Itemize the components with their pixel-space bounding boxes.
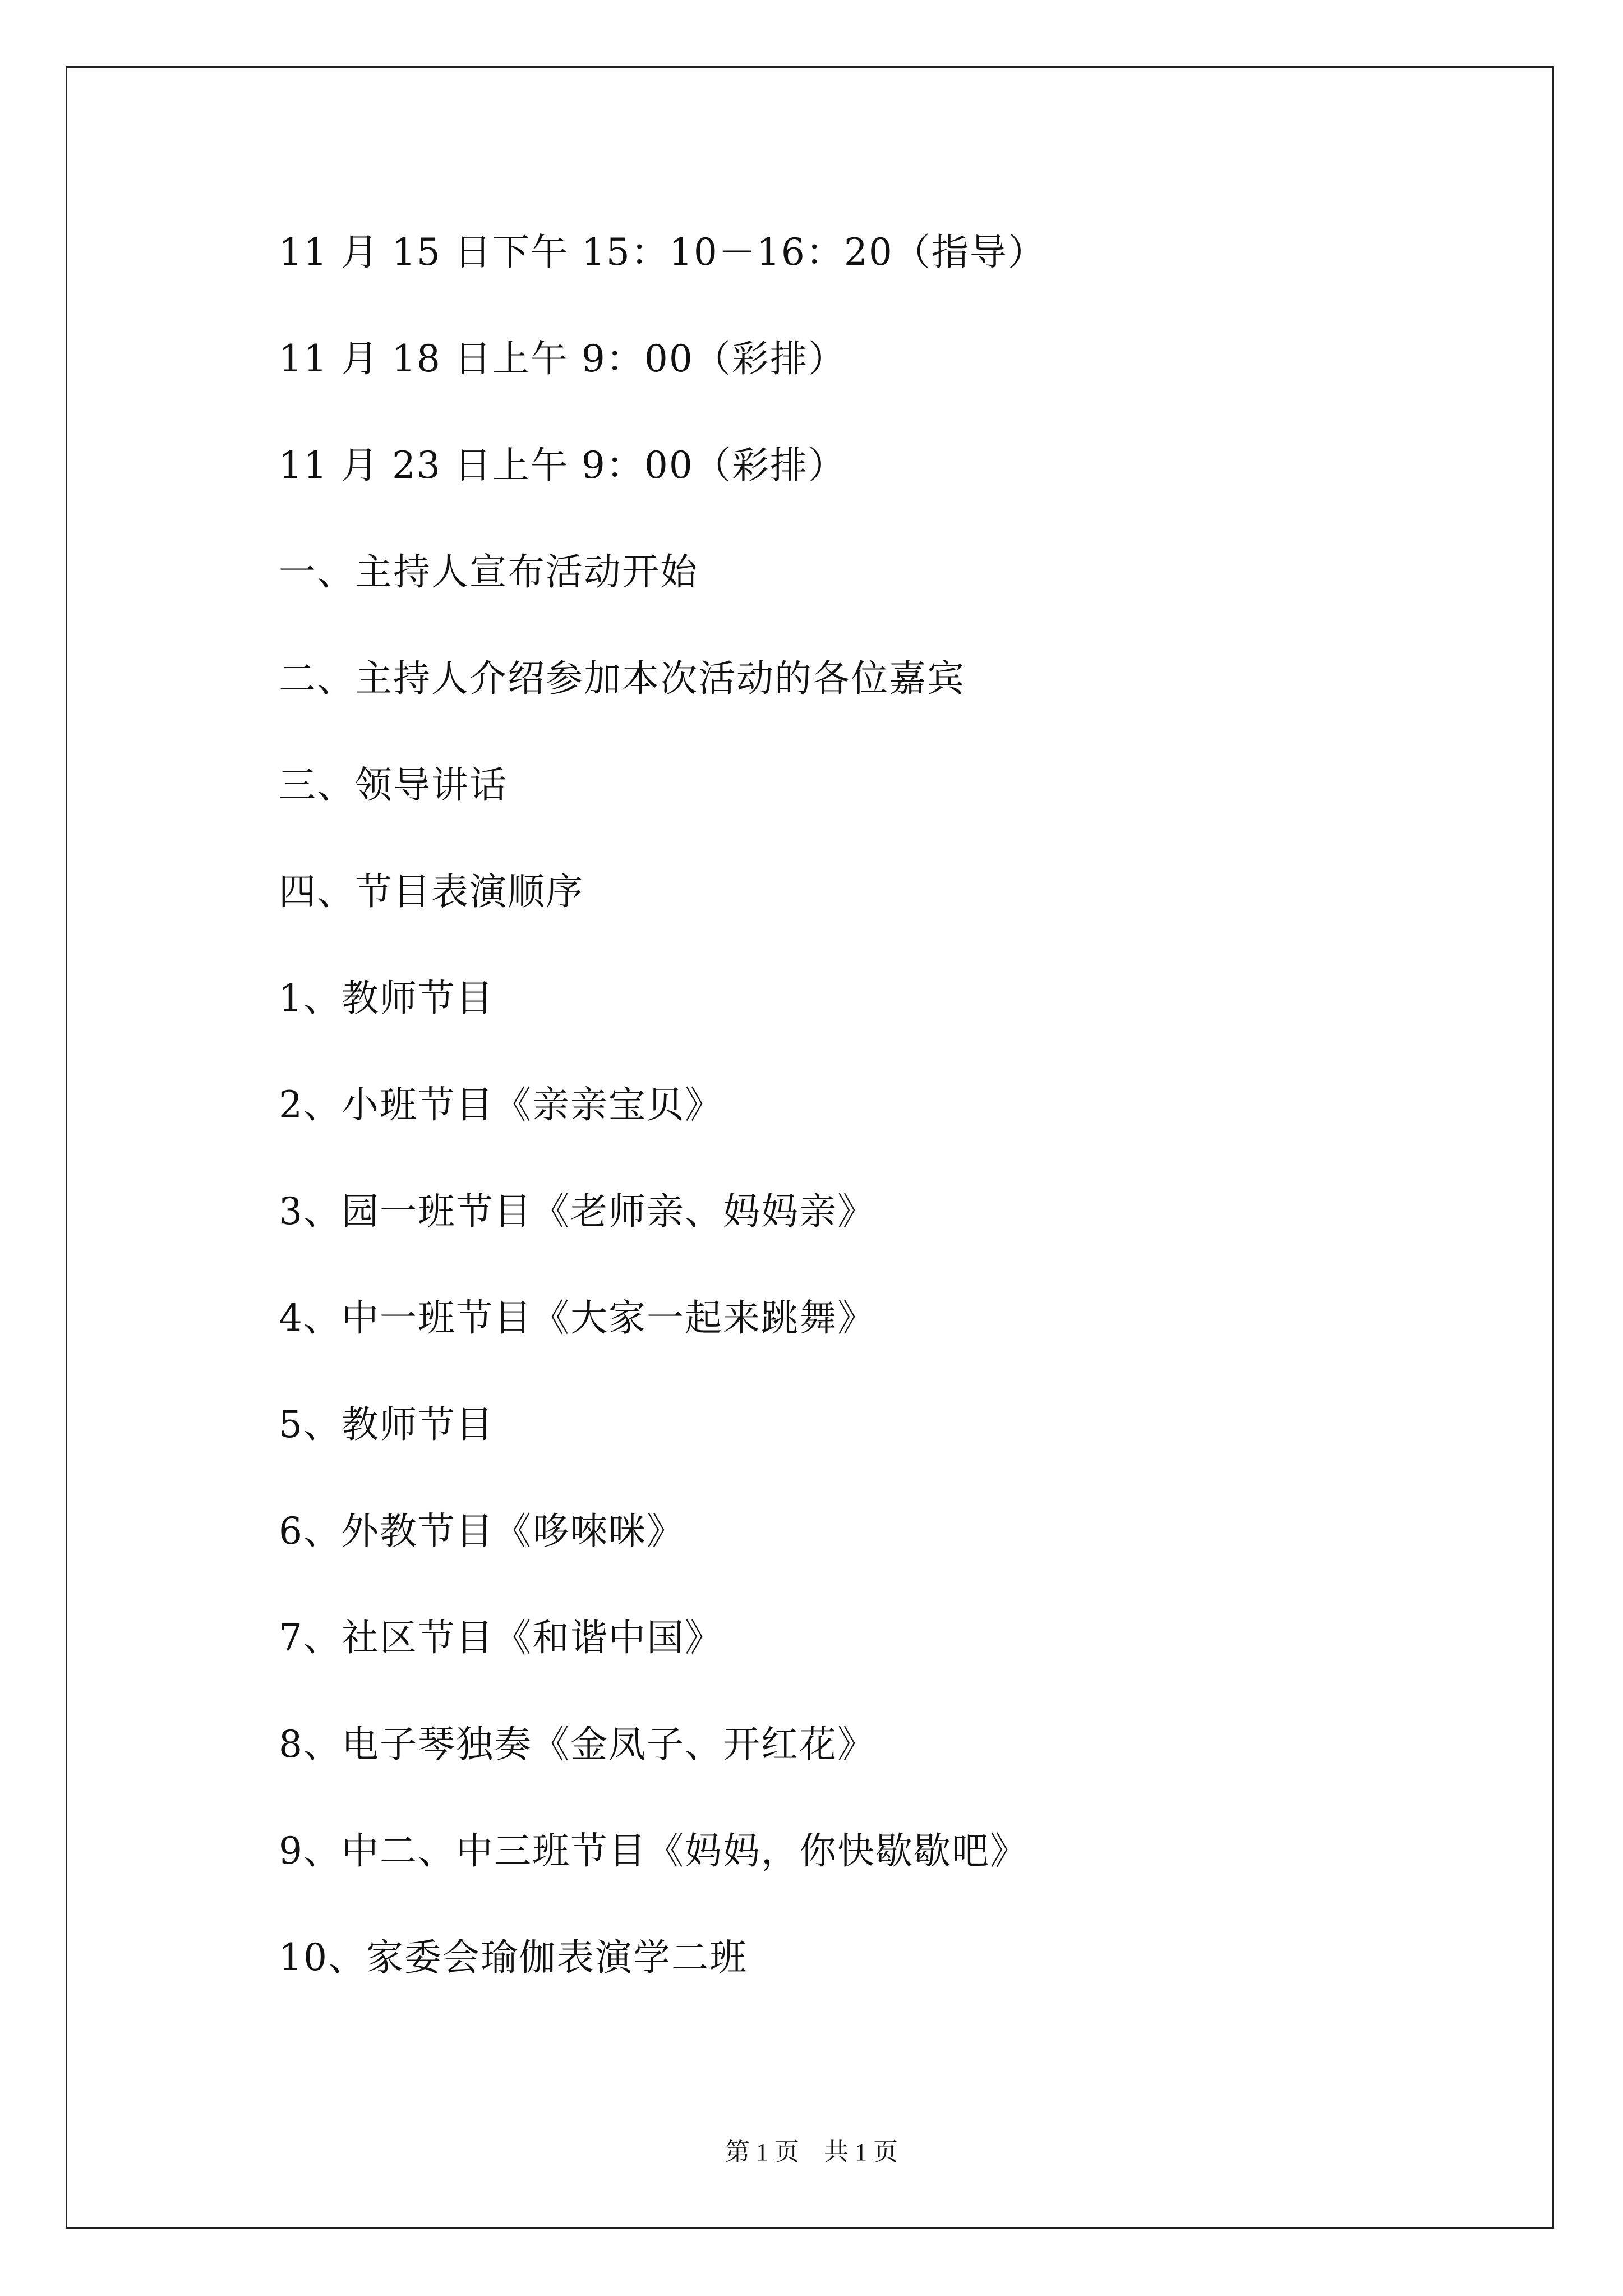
agenda-item-4: 四、节目表演顺序 (279, 870, 584, 913)
program-item-2: 2、小班节目《亲亲宝贝》 (279, 1083, 723, 1126)
program-item-8: 8、电子琴独奏《金凤子、开红花》 (279, 1723, 875, 1766)
program-item-3: 3、园一班节目《老师亲、妈妈亲》 (279, 1190, 875, 1233)
agenda-item-2: 二、主持人介绍参加本次活动的各位嘉宾 (279, 657, 965, 700)
document-body (279, 222, 1456, 2033)
program-item-10: 10、家委会瑜伽表演学二班 (279, 1936, 748, 1979)
program-item-7: 7、社区节目《和谐中国》 (279, 1616, 723, 1659)
program-item-1: 1、教师节目 (279, 977, 494, 1020)
schedule-line-guidance: 11 月 15 日下午 15：10－16：20（指导） (279, 231, 1046, 274)
program-item-4: 4、中一班节目《大家一起来跳舞》 (279, 1296, 875, 1340)
schedule-line-rehearsal-2: 11 月 23 日上午 9：00（彩排） (279, 444, 846, 487)
page-footer: 第 1 页 共 1 页 (725, 2138, 898, 2166)
agenda-item-1: 一、主持人宣布活动开始 (279, 550, 698, 593)
program-item-5: 5、教师节目 (279, 1403, 494, 1446)
program-item-9: 9、中二、中三班节目《妈妈，你快歇歇吧》 (279, 1829, 1028, 1872)
program-item-6: 6、外教节目《哆唻咪》 (279, 1510, 685, 1553)
schedule-line-rehearsal-1: 11 月 18 日上午 9：00（彩排） (279, 337, 846, 380)
agenda-item-3: 三、领导讲话 (279, 763, 508, 807)
